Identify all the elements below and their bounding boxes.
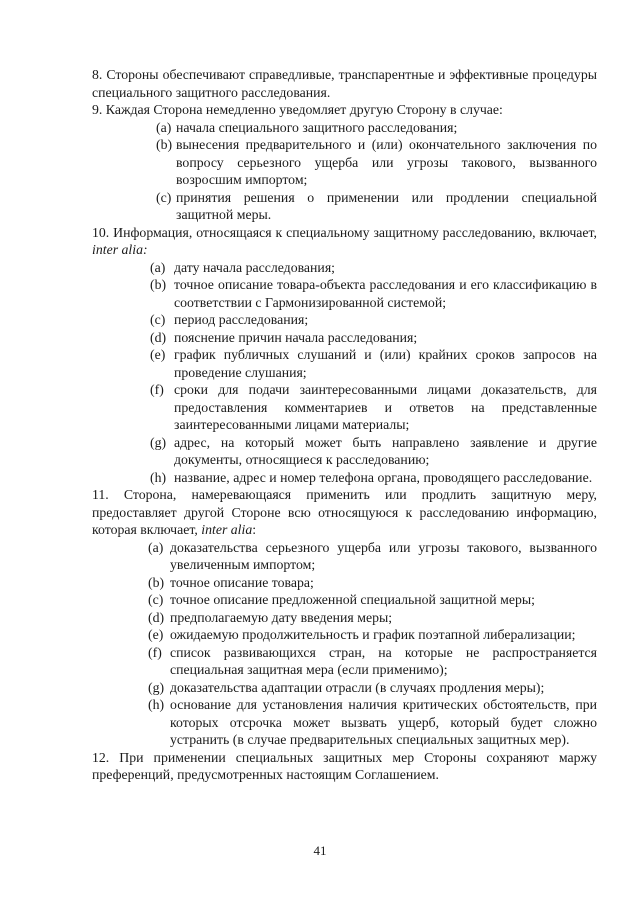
list-item-label: (c) [148, 592, 164, 607]
list-item-text: доказательства серьезного ущерба или угрозы такового, вызванного увеличенным импортом; [170, 539, 597, 572]
list-item [150, 381, 597, 434]
list-item [148, 644, 597, 679]
list-item-text: ожидаемую продолжительность и график поэтапной либерализации; [170, 627, 576, 642]
list-item-label: (a) [150, 259, 166, 275]
list-item-text: сроки для подачи заинтересованными лицами доказательств, для предоставления комментариев и ответов на представленные заинтересованными лицами материалы; [174, 382, 597, 432]
list-item-text: период расследования; [174, 312, 309, 327]
paragraph-9-list [156, 119, 597, 224]
list-item-text: доказательства адаптации отрасли (в случаях продления меры); [170, 679, 545, 695]
list-item-label: (e) [150, 347, 166, 362]
list-item-text: предполагаемую дату введения меры; [170, 609, 393, 625]
list-item [150, 259, 597, 277]
list-item-label: (d) [150, 329, 167, 345]
list-item-label: (e) [148, 627, 164, 642]
list-item-text: вынесения предварительного и (или) окончательного заключения по вопросу серьезного ущерба или угрозы такового, вызванного возросшим импортом; [176, 137, 597, 187]
list-item [150, 329, 597, 347]
list-item [150, 434, 597, 469]
list-item [150, 311, 597, 329]
list-item [156, 189, 597, 224]
list-item-text: точное описание товара-объекта расследования и его классификацию в соответствии с Гармонизированной системой; [174, 277, 597, 310]
list-item [148, 696, 597, 749]
list-item-label: (g) [150, 434, 167, 450]
list-item [150, 469, 597, 487]
list-item [156, 119, 597, 137]
paragraph-10-latin: inter alia: [92, 242, 148, 257]
list-item-label: (h) [148, 697, 165, 712]
paragraph-11-text: 11. Сторона, намеревающаяся применить или продлить защитную меру, предоставляет другой Стороне всю относящуюся к расследованию информацию, которая включает, [92, 487, 597, 537]
list-item-label: (c) [150, 312, 166, 327]
list-item [148, 609, 597, 627]
list-item-label: (a) [156, 119, 172, 135]
list-item-text: адрес, на который может быть направлено заявление и другие документы, относящиеся к расследованию; [174, 434, 597, 467]
list-item-label: (d) [148, 609, 165, 625]
list-item-text: график публичных слушаний и (или) крайних сроков запросов на проведение слушания; [174, 347, 597, 380]
document-body [92, 66, 597, 784]
paragraph-11-colon: : [252, 522, 257, 537]
list-item [150, 346, 597, 381]
paragraph-10-text: 10. Информация, относящаяся к специальному защитному расследованию, включает, [92, 224, 597, 240]
list-item-label: (g) [148, 679, 165, 695]
list-item-text: точное описание товара; [170, 574, 314, 590]
paragraph-10-list [150, 259, 597, 487]
paragraph-9: 9. Каждая Сторона немедленно уведомляет другую Сторону в случае: [92, 102, 503, 117]
list-item-label: (f) [148, 644, 162, 660]
list-item-text: точное описание предложенной специальной защитной меры; [170, 592, 535, 607]
page-number: 41 [313, 843, 327, 858]
list-item-label: (c) [156, 189, 172, 205]
paragraph-10 [92, 224, 597, 259]
list-item-text: пояснение причин начала расследования; [174, 329, 418, 345]
list-item [148, 679, 597, 697]
list-item-label: (f) [150, 382, 164, 397]
list-item-text: название, адрес и номер телефона органа, проводящего расследование. [174, 469, 593, 485]
list-item-label: (h) [150, 469, 167, 485]
list-item-text: дату начала расследования; [174, 259, 335, 275]
paragraph-8: 8. Стороны обеспечивают справедливые, транспарентные и эффективные процедуры специального защитного расследования. [92, 67, 597, 100]
list-item [148, 591, 597, 609]
list-item [148, 626, 597, 644]
list-item-label: (a) [148, 539, 164, 555]
list-item-label: (b) [148, 574, 165, 590]
list-item-text: список развивающихся стран, на которые не распространяется специальная защитная мера (если применимо); [170, 644, 597, 677]
list-item-label: (b) [150, 277, 167, 292]
paragraph-11-latin: inter alia [201, 522, 253, 537]
list-item-label: (b) [156, 137, 173, 152]
list-item [148, 574, 597, 592]
list-item [148, 539, 597, 574]
list-item [150, 276, 597, 311]
list-item-text: основание для установления наличия критических обстоятельств, при которых отсрочка может вызвать ущерб, который будет сложно устранить (в случае предварительных специальных защитных мер). [170, 697, 597, 747]
paragraph-12: 12. При применении специальных защитных мер Стороны сохраняют маржу преференций, предусмотренных настоящим Соглашением. [92, 749, 597, 782]
list-item-text: принятия решения о применении или продлении специальной защитной меры. [176, 189, 597, 222]
list-item [156, 136, 597, 189]
paragraph-11-list [148, 539, 597, 749]
list-item-text: начала специального защитного расследования; [176, 119, 458, 135]
paragraph-11 [92, 486, 597, 539]
